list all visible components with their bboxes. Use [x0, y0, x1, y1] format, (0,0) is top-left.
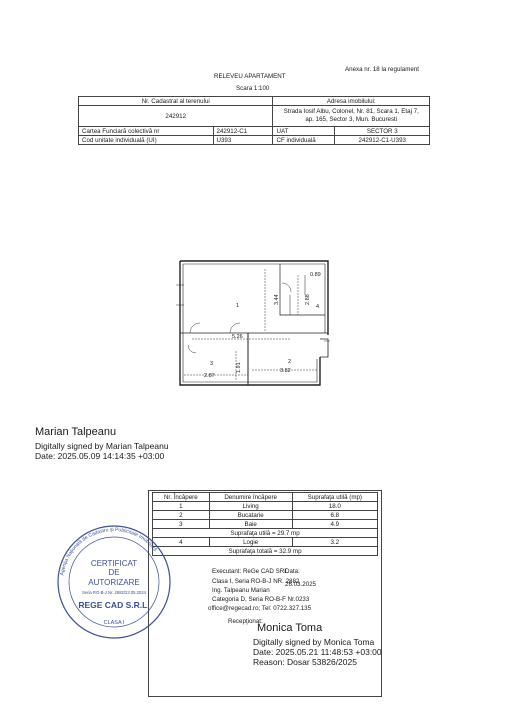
- authorization-stamp: [52, 520, 177, 645]
- loggia-divider: [290, 275, 305, 315]
- stamp-ring-text: Agenţia Naţională de Cadastru şi Publicitate Imobiliară: [59, 526, 158, 576]
- room-nr: 3: [153, 520, 210, 529]
- dim-label-287: 2.87: [204, 373, 215, 379]
- col-header-area: Suprafaţa utilă (mp): [292, 493, 377, 502]
- useful-area-total: Suprafaţa utilă = 29.7 mp: [153, 529, 378, 538]
- cf-collective-value: 242912-C1: [213, 127, 273, 136]
- kitchen-right-wall: [320, 339, 328, 357]
- document-title: RELEVEU APARTAMENT: [214, 73, 286, 80]
- dim-label-344: 3.44: [274, 294, 280, 305]
- room-area: 18.0: [292, 502, 377, 511]
- room-nr: 1: [153, 502, 210, 511]
- outer-wall: [180, 261, 328, 385]
- executant-line-2: Clasa I, Seria RO-B-J NR. 2882: [212, 578, 300, 585]
- executant-line-4: Categoria D, Seria RO-B-F Nr.0233: [212, 596, 310, 603]
- uat-value: SECTOR 3: [335, 127, 430, 136]
- signature-1-line-2: Date: 2025.05.09 14:14:35 +03:00: [35, 451, 165, 461]
- signer-name-1: Marian Talpeanu: [35, 426, 117, 438]
- ui-code-label: Cod unitate individuală (UI): [79, 136, 214, 145]
- table-row: [153, 538, 378, 547]
- dim-label-288: 2.88: [305, 294, 311, 305]
- stamp-class: CLASA I: [103, 620, 125, 626]
- date-label: Data:: [285, 568, 300, 575]
- stamp-line-3: AUTORIZARE: [88, 578, 140, 587]
- table-row: [153, 502, 378, 511]
- signer-name-2: Monica Toma: [257, 622, 323, 634]
- executant-line-3: Ing. Talpeanu Marian: [212, 587, 270, 594]
- room-nr: 4: [153, 538, 210, 547]
- address-line-1: Strada Iosif Albu, Colonel, Nr. 81, Scara 1, Etaj 7,: [283, 108, 419, 115]
- stamp-serial: Seria RO-B-J Nr. 2882/23.05.2024: [81, 590, 147, 595]
- scale-label: Scara 1:100: [236, 85, 270, 92]
- property-info-table: [78, 96, 430, 145]
- executant-line-5: office@regecad.ro; Tel: 0722.327.135: [208, 605, 312, 612]
- room-name: Logie: [209, 538, 292, 547]
- date-value: 26.03.2025: [285, 581, 316, 588]
- cf-individual-value: 242912-C1-U393: [335, 136, 430, 145]
- door-arc: [230, 323, 240, 333]
- cadastral-label: Nr. Cadastral al terenului: [79, 97, 273, 106]
- grand-area-total: Suprafaţa totală = 32.9 mp: [153, 547, 378, 556]
- uat-label: UAT: [273, 127, 335, 136]
- dim-label-191: 1.91: [236, 362, 242, 373]
- room-label-1: 1: [236, 303, 240, 309]
- address-label: Adresa imobilului:: [273, 97, 430, 106]
- floor-plan: [170, 255, 345, 390]
- room-label-3: 3: [210, 361, 214, 367]
- signature-2-line-1: Digitally signed by Monica Toma: [253, 637, 375, 647]
- door-arc: [282, 283, 291, 292]
- table-row: [153, 511, 378, 520]
- room-label-4: 4: [316, 304, 320, 310]
- outer-wall-inner: [183, 264, 325, 382]
- room-area: 6.8: [292, 511, 377, 520]
- table-row: [153, 520, 378, 529]
- signature-2-line-3: Reason: Dosar 53826/2025: [253, 657, 357, 667]
- receptionat-label: Recepţionat:: [228, 618, 263, 625]
- door-arc: [188, 345, 196, 353]
- annex-note: Anexa nr. 18 la regulament: [345, 66, 419, 73]
- room-area: 4.9: [292, 520, 377, 529]
- stamp-line-1: CERTIFICAT: [90, 559, 138, 568]
- address-line-2: ap. 165, Sector 3, Mun. Bucuresti: [305, 116, 398, 123]
- col-header-name: Denumire încăpere: [209, 493, 292, 502]
- room-name: Living: [209, 502, 292, 511]
- rooms-table: [152, 492, 378, 556]
- signature-2-line-2: Date: 2025.05.21 11:48:53 +03:00: [253, 647, 382, 657]
- stamp-company: REGE CAD S.R.L.: [78, 600, 150, 610]
- dim-label-089: 0.89: [310, 272, 321, 278]
- signature-1-line-1: Digitally signed by Marian Talpeanu: [35, 441, 169, 451]
- address-value: [273, 106, 430, 127]
- executant-line-1: Executant: ReGe CAD SRL: [212, 568, 288, 575]
- cf-collective-label: Cartea Funciară colectivă nr: [79, 127, 214, 136]
- col-header-nr: Nr. Încăpere: [153, 493, 210, 502]
- room-name: Baie: [209, 520, 292, 529]
- dim-label-382: 3.82: [280, 368, 291, 374]
- cadastral-value: 242912: [79, 106, 273, 127]
- dim-label-526: 5.26: [232, 334, 243, 340]
- ui-code-value: U393: [213, 136, 273, 145]
- door-arc: [190, 323, 200, 333]
- stamp-line-2: DE: [108, 568, 120, 577]
- room-name: Bucatarie: [209, 511, 292, 520]
- cf-individual-label: CF individuală: [273, 136, 335, 145]
- room-label-2: 2: [288, 359, 292, 365]
- room-nr: 2: [153, 511, 210, 520]
- room-area: 3.2: [292, 538, 377, 547]
